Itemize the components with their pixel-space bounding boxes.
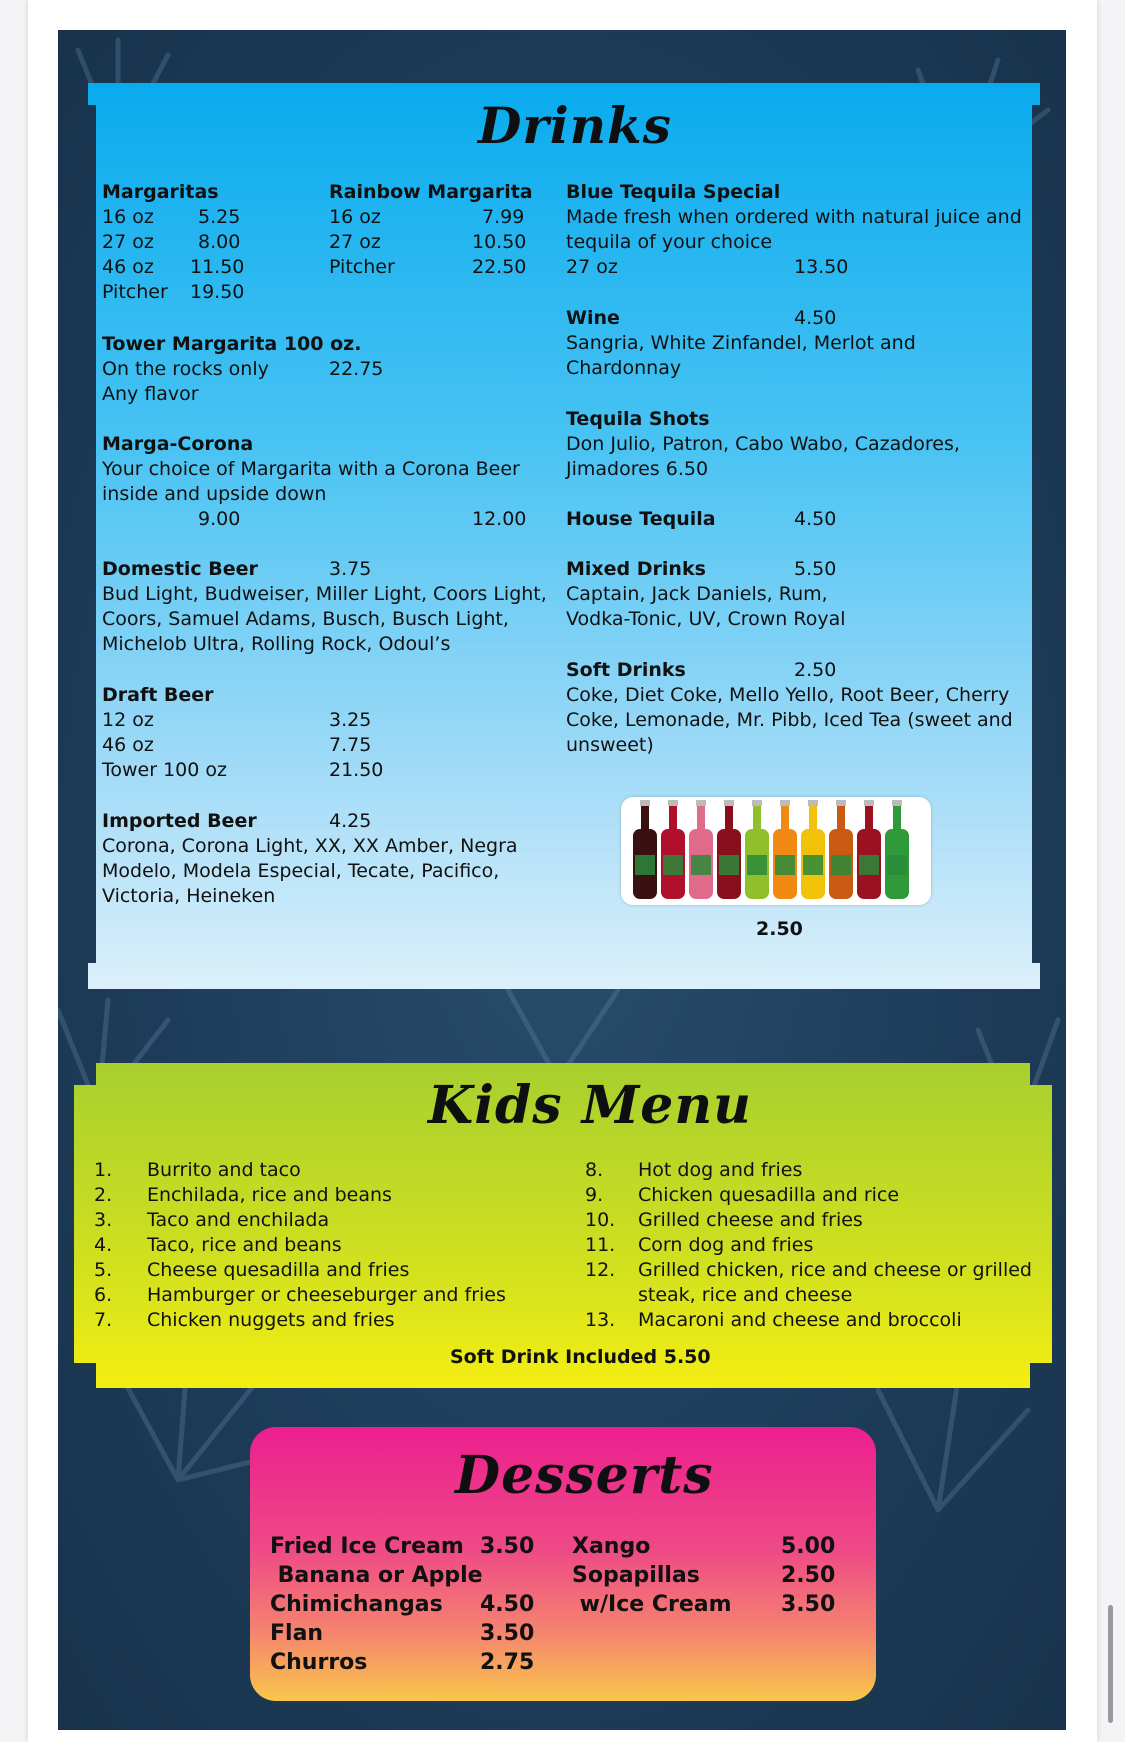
draft-price: 3.25 bbox=[329, 709, 372, 731]
kids-item-number: 5. bbox=[94, 1259, 113, 1281]
drinks-title: Drinks bbox=[478, 96, 672, 155]
kids-item-number: 6. bbox=[94, 1284, 113, 1306]
imported-line: Victoria, Heineken bbox=[102, 885, 276, 907]
soft-drinks-heading: Soft Drinks bbox=[566, 659, 686, 681]
margarita-price: 5.25 bbox=[198, 206, 241, 228]
dessert-name: Churros bbox=[270, 1650, 368, 1675]
soft-drinks-line: Coke, Lemonade, Mr. Pibb, Iced Tea (sweet and bbox=[566, 709, 1013, 731]
tower-price: 22.75 bbox=[329, 358, 384, 380]
kids-item-number: 8. bbox=[585, 1159, 604, 1181]
dessert-price: 2.75 bbox=[480, 1650, 535, 1675]
tequila-shots-line: Don Julio, Patron, Cabo Wabo, Cazadores, bbox=[566, 433, 960, 455]
tower-line2: Any flavor bbox=[102, 383, 199, 405]
dessert-price: 3.50 bbox=[480, 1534, 535, 1559]
bottle bbox=[689, 800, 713, 899]
margarita-price: 11.50 bbox=[190, 256, 245, 278]
domestic-line: Coors, Samuel Adams, Busch, Busch Light, bbox=[102, 608, 509, 630]
kids-item-text: Macaroni and cheese and broccoli bbox=[638, 1309, 962, 1331]
soda-bottles-image bbox=[621, 797, 931, 905]
kids-item-text: Grilled cheese and fries bbox=[638, 1209, 863, 1231]
dessert-name: Chimichangas bbox=[270, 1592, 443, 1617]
bottles-illustration bbox=[621, 797, 931, 905]
margaritas-heading: Margaritas bbox=[102, 181, 219, 203]
kids-item-text: Hot dog and fries bbox=[638, 1159, 803, 1181]
kids-item-number: 2. bbox=[94, 1184, 113, 1206]
rainbow-price: 22.50 bbox=[472, 256, 527, 278]
soft-drinks-line: Coke, Diet Coke, Mello Yello, Root Beer, Cherry bbox=[566, 684, 1010, 706]
bottle bbox=[745, 800, 769, 899]
kids-item-number: 1. bbox=[94, 1159, 113, 1181]
kids-item-number: 10. bbox=[585, 1209, 616, 1231]
draft-heading: Draft Beer bbox=[102, 684, 214, 706]
dessert-name: Banana or Apple bbox=[270, 1563, 483, 1588]
margarita-size: 16 oz bbox=[102, 206, 154, 228]
desserts-title: Desserts bbox=[455, 1445, 714, 1506]
rainbow-size: 27 oz bbox=[329, 231, 381, 253]
imported-line: Modelo, Modela Especial, Tecate, Pacifico, bbox=[102, 860, 500, 882]
soft-drinks-line: unsweet) bbox=[566, 734, 654, 756]
margarita-price: 8.00 bbox=[198, 231, 241, 253]
mixed-drinks-price: 5.50 bbox=[794, 558, 837, 580]
dessert-price: 2.50 bbox=[781, 1563, 836, 1588]
kids-item-text: Corn dog and fries bbox=[638, 1234, 814, 1256]
rainbow-price: 10.50 bbox=[472, 231, 527, 253]
scrollbar-thumb[interactable] bbox=[1108, 1605, 1113, 1723]
bottle bbox=[857, 800, 881, 899]
bottle bbox=[717, 800, 741, 899]
kids-item-text: steak, rice and cheese bbox=[638, 1284, 853, 1306]
dessert-price: 4.50 bbox=[480, 1592, 535, 1617]
mixed-drinks-line: Vodka-Tonic, UV, Crown Royal bbox=[566, 608, 846, 630]
kids-item-number: 9. bbox=[585, 1184, 604, 1206]
draft-size: 46 oz bbox=[102, 734, 154, 756]
mixed-drinks-heading: Mixed Drinks bbox=[566, 558, 706, 580]
kids-item-text: Cheese quesadilla and fries bbox=[147, 1259, 410, 1281]
wine-price: 4.50 bbox=[794, 307, 837, 329]
kids-item-text: Chicken quesadilla and rice bbox=[638, 1184, 900, 1206]
tower-line1: On the rocks only bbox=[102, 358, 269, 380]
kids-item-text: Enchilada, rice and beans bbox=[147, 1184, 392, 1206]
dessert-price: 5.00 bbox=[781, 1534, 836, 1559]
bottle bbox=[661, 800, 685, 899]
rainbow-size: Pitcher bbox=[329, 256, 395, 278]
kids-item-text: Grilled chicken, rice and cheese or grilled bbox=[638, 1259, 1032, 1281]
wine-line: Chardonnay bbox=[566, 357, 682, 379]
house-tequila-heading: House Tequila bbox=[566, 508, 716, 530]
blue-tequila-line: Made fresh when ordered with natural juice and bbox=[566, 206, 1022, 228]
soft-drinks-price: 2.50 bbox=[794, 659, 837, 681]
draft-size: 12 oz bbox=[102, 709, 154, 731]
kids-item-text: Taco, rice and beans bbox=[147, 1234, 342, 1256]
blue-tequila-price: 13.50 bbox=[794, 256, 849, 278]
margarita-size: 46 oz bbox=[102, 256, 154, 278]
marga-corona-heading: Marga-Corona bbox=[102, 433, 254, 455]
draft-price: 7.75 bbox=[329, 734, 372, 756]
bottle bbox=[801, 800, 825, 899]
marga-corona-price: 12.00 bbox=[472, 508, 527, 530]
tequila-shots-line: Jimadores 6.50 bbox=[566, 458, 709, 480]
dessert-price: 3.50 bbox=[781, 1592, 836, 1617]
kids-item-number: 12. bbox=[585, 1259, 616, 1281]
kids-item-text: Burrito and taco bbox=[147, 1159, 301, 1181]
dessert-name: Fried Ice Cream bbox=[270, 1534, 464, 1559]
rainbow-price: 7.99 bbox=[482, 206, 525, 228]
blue-tequila-heading: Blue Tequila Special bbox=[566, 181, 781, 203]
dessert-name: Sopapillas bbox=[572, 1563, 700, 1588]
tequila-shots-heading: Tequila Shots bbox=[566, 408, 710, 430]
dessert-price: 3.50 bbox=[480, 1621, 535, 1646]
marga-corona-line2: inside and upside down bbox=[102, 483, 327, 505]
blue-tequila-size: 27 oz bbox=[566, 256, 618, 278]
house-tequila-price: 4.50 bbox=[794, 508, 837, 530]
dessert-name: Xango bbox=[572, 1534, 651, 1559]
bottle-price: 2.50 bbox=[756, 918, 803, 940]
kids-item-text: Hamburger or cheeseburger and fries bbox=[147, 1284, 506, 1306]
rainbow-heading: Rainbow Margarita bbox=[329, 181, 533, 203]
kids-menu-title: Kids Menu bbox=[428, 1075, 752, 1136]
kids-item-number: 4. bbox=[94, 1234, 113, 1256]
blue-tequila-line: tequila of your choice bbox=[566, 231, 773, 253]
imported-price: 4.25 bbox=[329, 810, 372, 832]
dessert-name: Flan bbox=[270, 1621, 324, 1646]
wine-heading: Wine bbox=[566, 307, 620, 329]
draft-price: 21.50 bbox=[329, 759, 384, 781]
margarita-size: Pitcher bbox=[102, 281, 168, 303]
kids-item-text: Taco and enchilada bbox=[147, 1209, 330, 1231]
bottle bbox=[633, 800, 657, 899]
domestic-line: Michelob Ultra, Rolling Rock, Odoul’s bbox=[102, 633, 451, 655]
kids-footer: Soft Drink Included 5.50 bbox=[450, 1346, 711, 1368]
domestic-line: Bud Light, Budweiser, Miller Light, Coors Light, bbox=[102, 583, 547, 605]
marga-corona-price: 9.00 bbox=[198, 508, 241, 530]
dessert-name: w/Ice Cream bbox=[572, 1592, 732, 1617]
margarita-size: 27 oz bbox=[102, 231, 154, 253]
imported-line: Corona, Corona Light, XX, XX Amber, Negra bbox=[102, 835, 518, 857]
kids-item-number: 13. bbox=[585, 1309, 616, 1331]
kids-item-number: 11. bbox=[585, 1234, 616, 1256]
bottle bbox=[773, 800, 797, 899]
draft-size: Tower 100 oz bbox=[102, 759, 227, 781]
tower-heading: Tower Margarita 100 oz. bbox=[102, 333, 362, 355]
kids-item-number: 3. bbox=[94, 1209, 113, 1231]
imported-heading: Imported Beer bbox=[102, 810, 257, 832]
wine-line: Sangria, White Zinfandel, Merlot and bbox=[566, 332, 916, 354]
domestic-heading: Domestic Beer bbox=[102, 558, 258, 580]
margarita-price: 19.50 bbox=[190, 281, 245, 303]
domestic-price: 3.75 bbox=[329, 558, 372, 580]
kids-item-number: 7. bbox=[94, 1309, 113, 1331]
kids-item-text: Chicken nuggets and fries bbox=[147, 1309, 395, 1331]
marga-corona-line1: Your choice of Margarita with a Corona Beer bbox=[102, 458, 520, 480]
rainbow-size: 16 oz bbox=[329, 206, 381, 228]
mixed-drinks-line: Captain, Jack Daniels, Rum, bbox=[566, 583, 828, 605]
bottle bbox=[829, 800, 853, 899]
bottle bbox=[885, 800, 909, 899]
